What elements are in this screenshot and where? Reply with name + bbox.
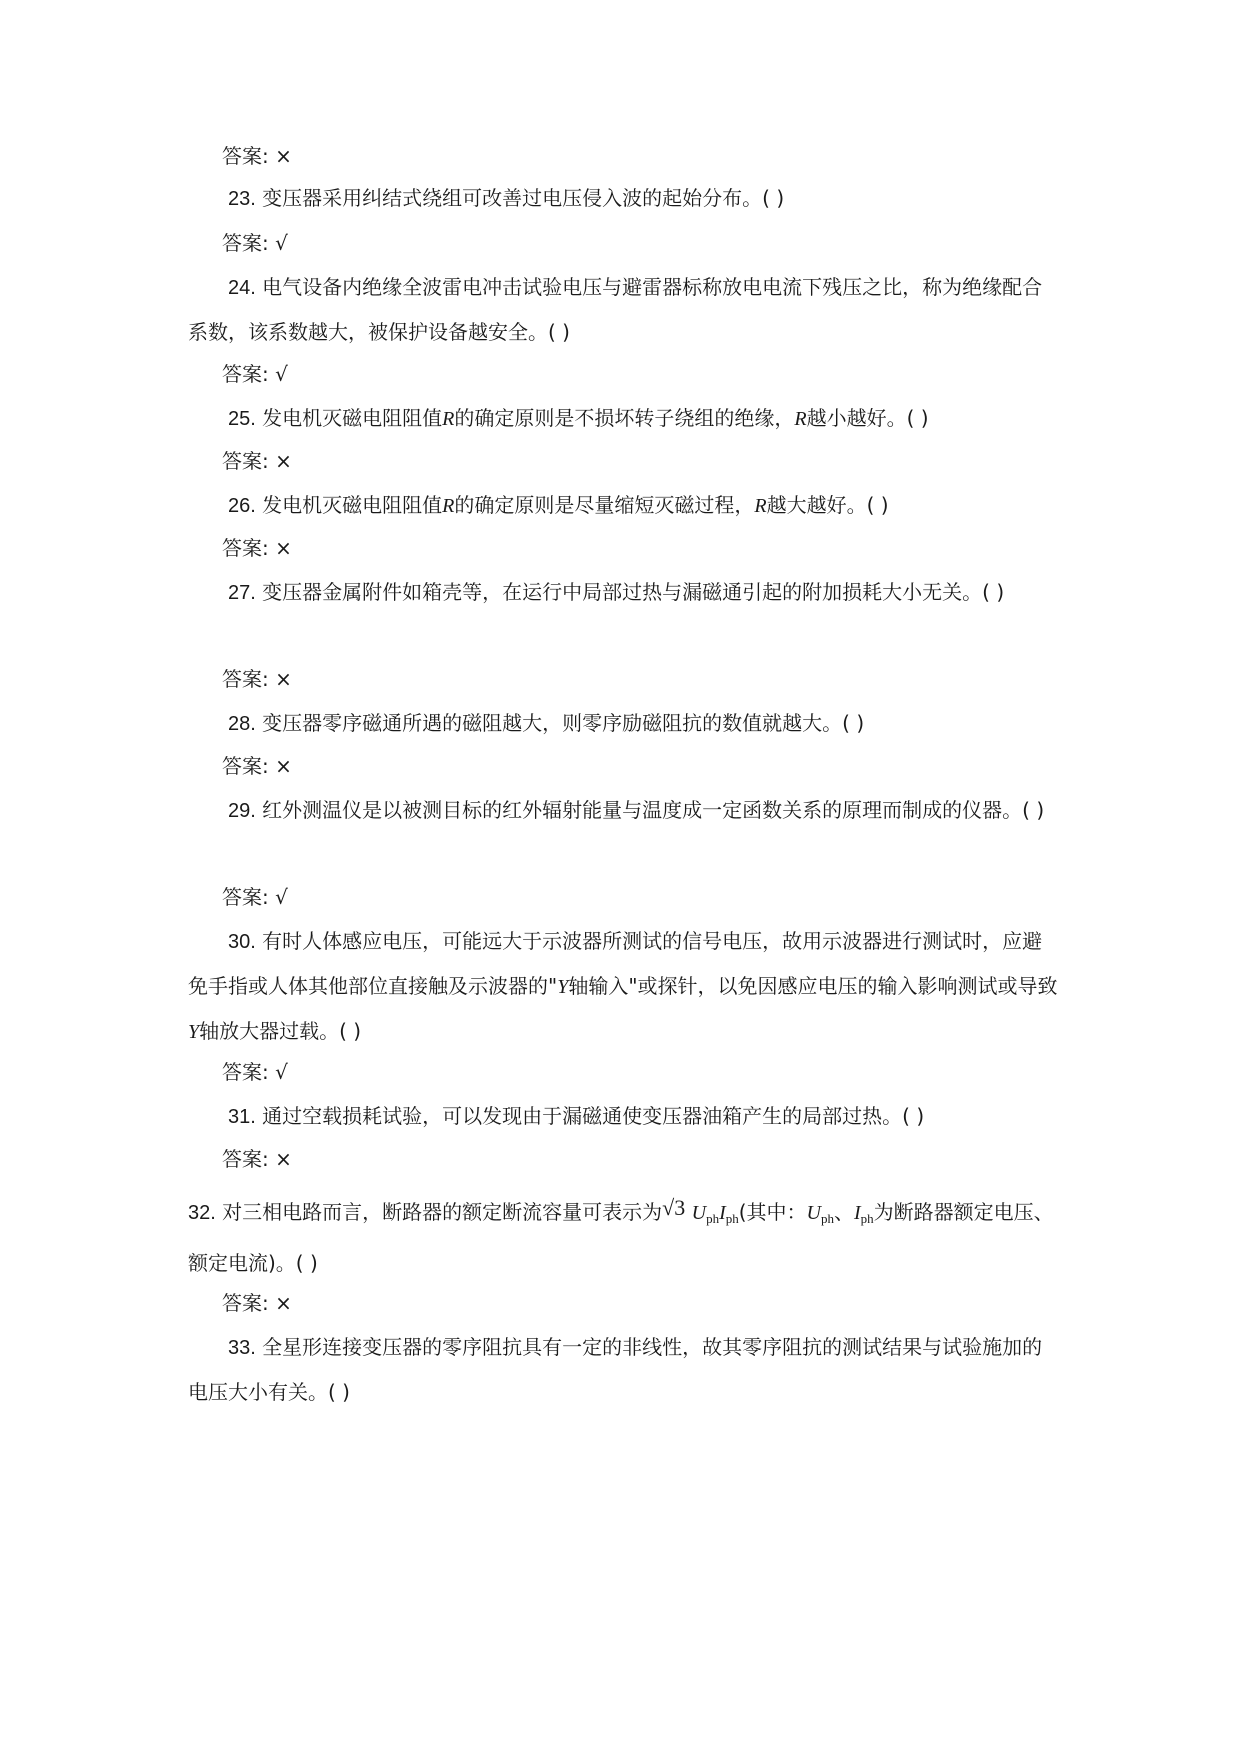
sqrt-three: √3 xyxy=(662,1195,686,1220)
question-text-part: 发电机灭磁电阻阻值 xyxy=(255,493,443,517)
question-26 xyxy=(188,483,1058,528)
question-number: 29. xyxy=(228,800,256,822)
question-text-part: 为断路器额定电压、额定电流)。( ) xyxy=(188,1200,1054,1275)
question-text: 变压器金属附件如箱壳等，在运行中局部过热与漏磁通引起的附加损耗大小无关。( ) xyxy=(255,580,1005,604)
variable-y: Y xyxy=(557,976,569,998)
question-text-part: 的确定原则是尽量缩短灭磁过程， xyxy=(454,493,755,517)
variable-r: R xyxy=(754,495,767,517)
subscript-ph: ph xyxy=(860,1211,874,1226)
separator: 、 xyxy=(834,1200,854,1224)
question-number: 23. xyxy=(228,188,256,210)
question-text: 红外测温仪是以被测目标的红外辐射能量与温度成一定函数关系的原理而制成的仪器。( ) xyxy=(255,798,1045,822)
answer-26: 答案: × xyxy=(222,536,292,560)
question-text-part: 越大越好。( ) xyxy=(766,493,889,517)
question-30 xyxy=(188,919,1058,1054)
answer-25: 答案: × xyxy=(222,449,292,473)
question-24 xyxy=(188,265,1058,354)
answer-31: 答案: × xyxy=(222,1147,292,1171)
question-text: 变压器采用纠结式绕组可改善过电压侵入波的起始分布。( ) xyxy=(255,186,785,210)
variable-y: Y xyxy=(188,1021,200,1043)
question-number: 27. xyxy=(228,582,256,604)
question-27 xyxy=(188,570,1058,615)
question-text: 电气设备内绝缘全波雷电冲击试验电压与避雷器标称放电电流下残压之比，称为绝缘配合系数，该系数越大，被保护设备越安全。( ) xyxy=(188,275,1043,344)
answer-23: 答案: √ xyxy=(222,231,288,255)
variable-r: R xyxy=(442,495,455,517)
question-33 xyxy=(188,1325,1058,1414)
variable-r: R xyxy=(442,408,455,430)
variable-u: U xyxy=(691,1202,707,1224)
question-25 xyxy=(188,396,1058,441)
answer-22: 答案: × xyxy=(222,144,292,168)
question-text-part: 轴输入"或探针，以免因感应电压的输入影响测试或导致 xyxy=(568,974,1058,998)
question-31 xyxy=(188,1094,1058,1139)
question-number: 30. xyxy=(228,931,256,953)
answer-27: 答案: × xyxy=(222,667,292,691)
question-text-part: (其中： xyxy=(738,1200,807,1224)
subscript-ph: ph xyxy=(706,1211,720,1226)
question-text-part: 对三相电路而言，断路器的额定断流容量可表示为 xyxy=(215,1200,663,1224)
question-text-part: 越小越好。( ) xyxy=(806,406,929,430)
question-text-part: 发电机灭磁电阻阻值 xyxy=(255,406,443,430)
question-number: 25. xyxy=(228,408,256,430)
subscript-ph: ph xyxy=(821,1211,834,1226)
question-23 xyxy=(188,176,1058,221)
question-text-part: 的确定原则是不损坏转子绕组的绝缘， xyxy=(454,406,795,430)
question-number: 33. xyxy=(228,1337,256,1359)
question-text-part: 有时人体感应电压，可能远大于示波器所测试的信号电压，故用示波器进行测试时，应避免手指或人体其他部位直接触及示波器的" xyxy=(188,929,1043,998)
answer-28: 答案: × xyxy=(222,754,292,778)
question-number: 26. xyxy=(228,495,256,517)
question-28 xyxy=(188,701,1058,746)
variable-i: I xyxy=(854,1202,861,1224)
question-number: 28. xyxy=(228,713,256,735)
answer-32: 答案: × xyxy=(222,1291,292,1315)
subscript-ph: ph xyxy=(725,1211,739,1226)
answer-30: 答案: √ xyxy=(222,1060,288,1084)
question-32 xyxy=(188,1186,1058,1285)
question-number: 32. xyxy=(188,1202,216,1224)
variable-u: U xyxy=(806,1202,821,1224)
variable-i: I xyxy=(719,1202,726,1224)
answer-29: 答案: √ xyxy=(222,885,288,909)
answer-24: 答案: √ xyxy=(222,362,288,386)
question-text: 全星形连接变压器的零序阻抗具有一定的非线性，故其零序阻抗的测试结果与试验施加的电压大小有关。( ) xyxy=(188,1335,1043,1404)
question-text: 变压器零序磁通所遇的磁阻越大，则零序励磁阻抗的数值就越大。( ) xyxy=(255,711,865,735)
question-number: 31. xyxy=(228,1106,256,1128)
question-29 xyxy=(188,788,1058,833)
question-number: 24. xyxy=(228,277,256,299)
question-text: 通过空载损耗试验，可以发现由于漏磁通使变压器油箱产生的局部过热。( ) xyxy=(255,1104,925,1128)
variable-r: R xyxy=(794,408,807,430)
question-text-part: 轴放大器过载。( ) xyxy=(199,1019,362,1043)
